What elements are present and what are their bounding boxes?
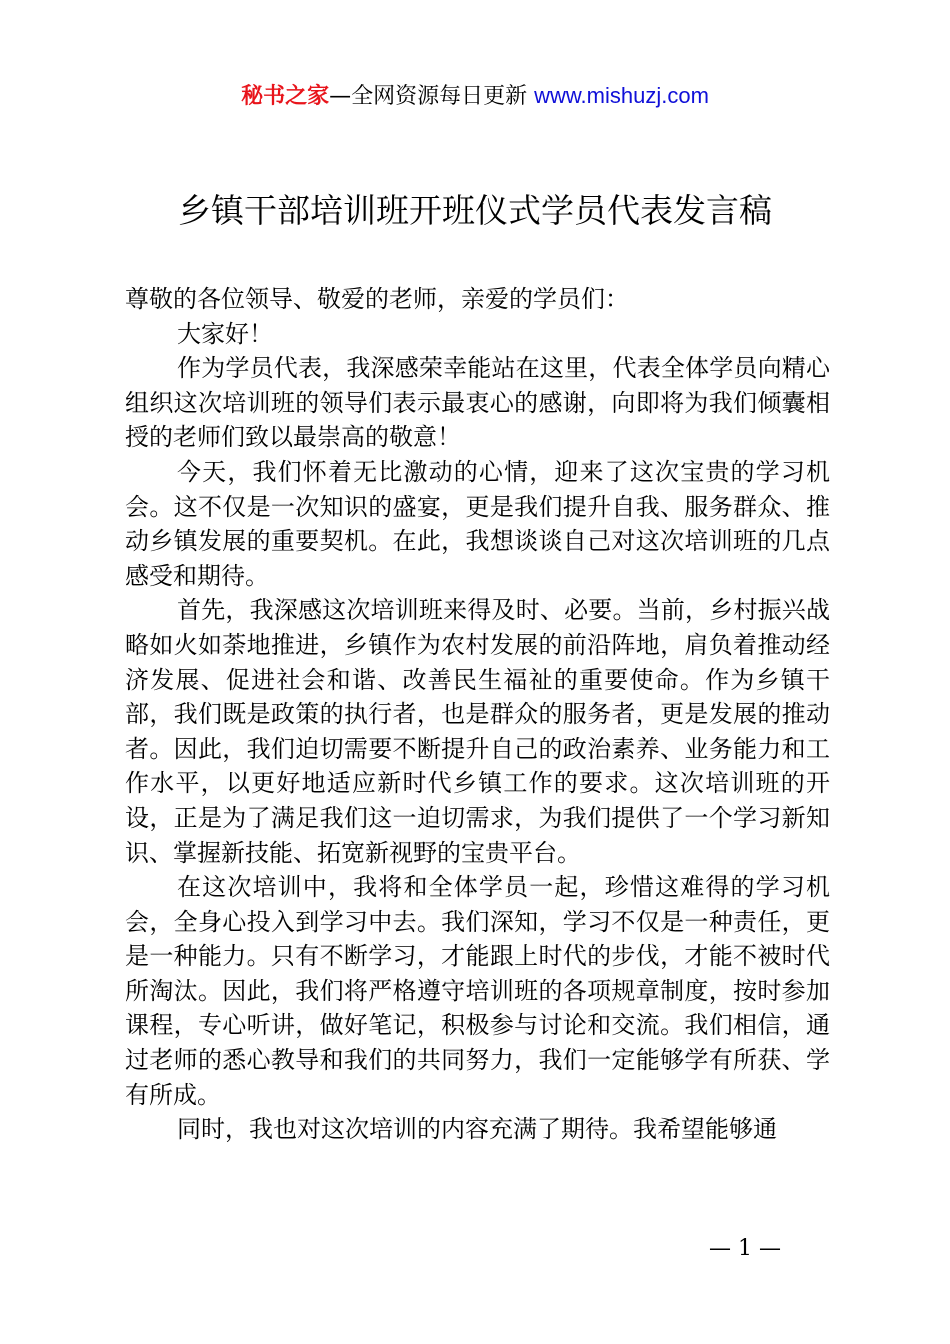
document-title: 乡镇干部培训班开班仪式学员代表发言稿 xyxy=(178,191,772,230)
site-url-link[interactable]: www.mishuzj.com xyxy=(534,83,709,108)
paragraph: 首先，我深感这次培训班来得及时、必要。当前，乡村振兴战略如火如荼地推进，乡镇作为农村发展的前沿阵地，肩负着推动经济发展、促进社会和谐、改善民生福祉的重要使命。作为乡镇干部，我们既是政策的执行者，也是群众的服务者，更是发展的推动者。因此，我们迫切需要不断提升自己的政治素养、业务能力和工作水平，以更好地适应新时代乡镇工作的要求。这次培训班的开设，正是为了满足我们这一迫切需求，为我们提供了一个学习新知识、掌握新技能、拓宽新视野的宝贵平台。 xyxy=(125,596,830,867)
site-tagline: —全网资源每日更新 xyxy=(329,84,535,109)
salutation: 尊敬的各位领导、敬爱的老师，亲爱的学员们： xyxy=(125,285,629,313)
paragraph: 大家好！ xyxy=(177,319,273,348)
document-body xyxy=(125,282,830,1147)
site-header xyxy=(0,80,950,113)
paragraph: 今天，我们怀着无比激动的心情，迎来了这次宝贵的学习机会。这不仅是一次知识的盛宴，更是我们提升自我、服务群众、推动乡镇发展的重要契机。在此，我想谈谈自己对这次培训班的几点感受和期待。 xyxy=(125,457,830,590)
paragraph: 在这次培训中，我将和全体学员一起，珍惜这难得的学习机会，全身心投入到学习中去。我们深知，学习不仅是一种责任，更是一种能力。只有不断学习，才能跟上时代的步伐，才能不被时代所淘汰。因此，我们将严格遵守培训班的各项规章制度，按时参加课程，专心听讲，做好笔记，积极参与讨论和交流。我们相信，通过老师的悉心教导和我们的共同努力，我们一定能够学有所获、学有所成。 xyxy=(125,873,830,1109)
site-brand: 秘书之家 xyxy=(241,84,330,109)
paragraph: 作为学员代表，我深感荣幸能站在这里，代表全体学员向精心组织这次培训班的领导们表示最衷心的感谢，向即将为我们倾囊相授的老师们致以最崇高的敬意！ xyxy=(125,354,830,452)
paragraph: 同时，我也对这次培训的内容充满了期待。我希望能够通 xyxy=(177,1115,777,1144)
page-number: — 1 — xyxy=(709,1236,781,1261)
